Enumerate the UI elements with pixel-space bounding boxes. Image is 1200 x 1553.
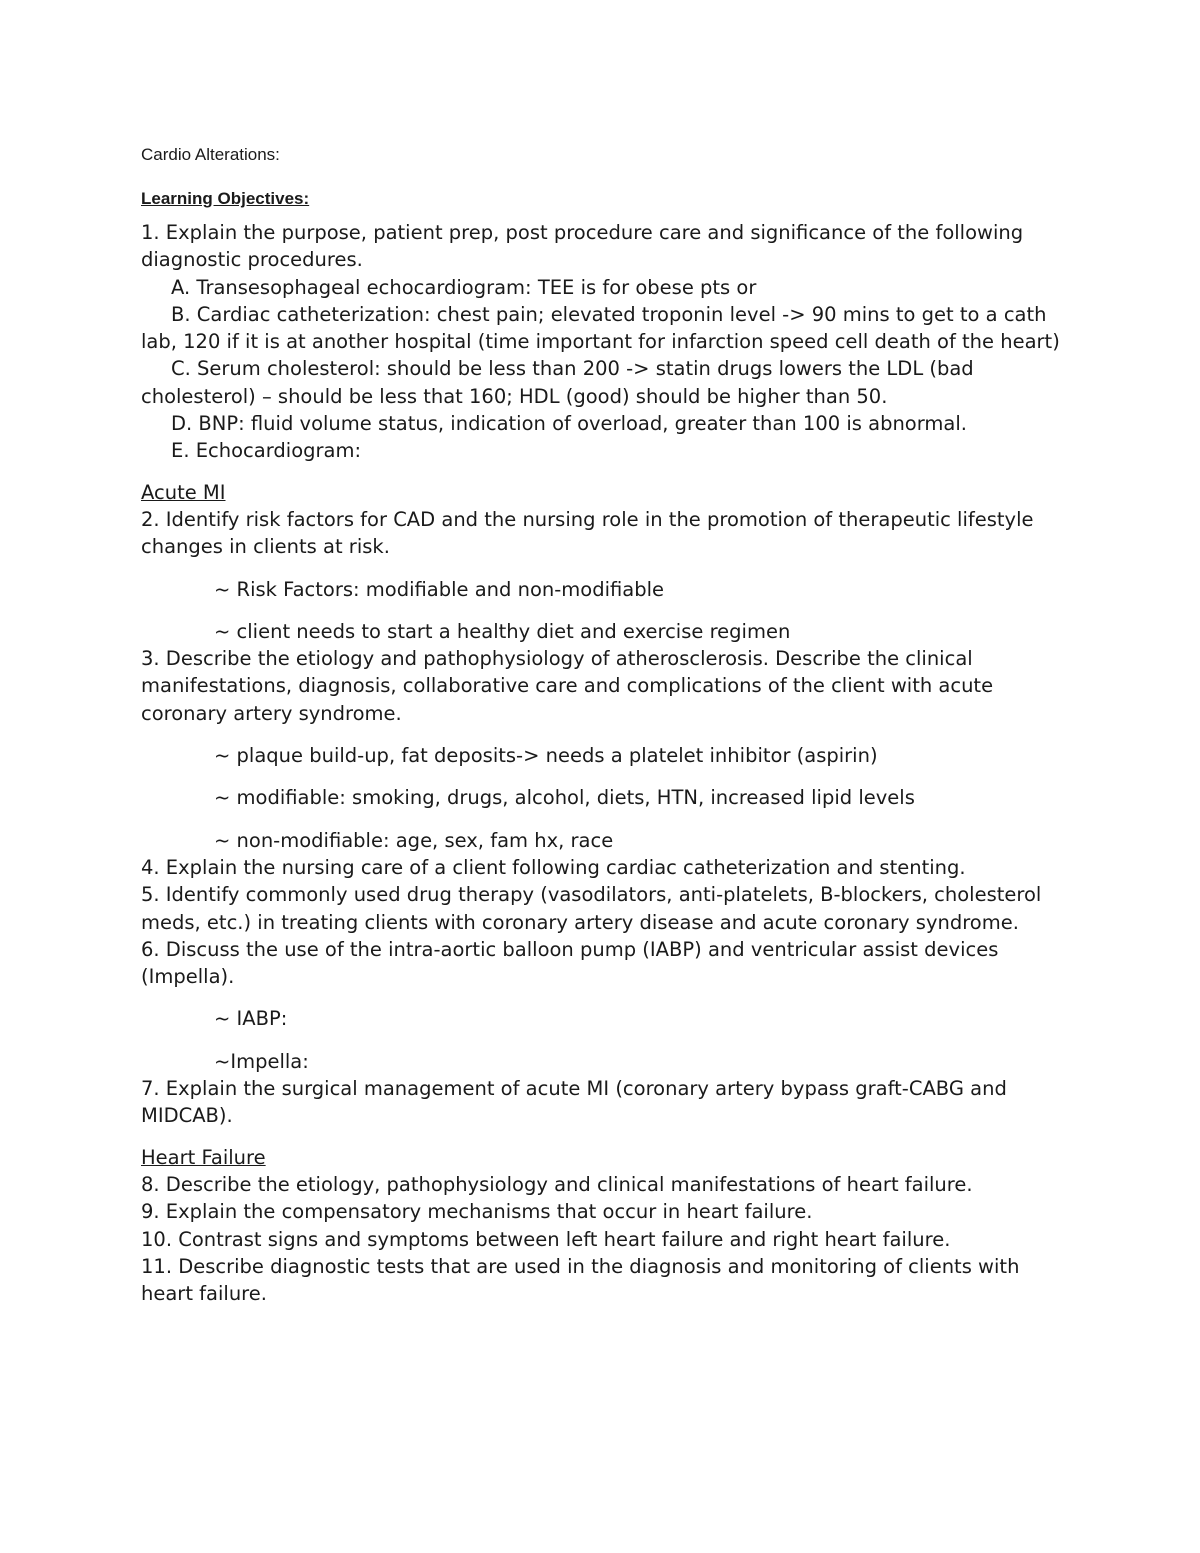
objective-6: 6. Discuss the use of the intra-aortic balloon pump (IABP) and ventricular assist devices (Impella).	[141, 937, 999, 989]
note-healthy-diet: ~ client needs to start a healthy diet and exercise regimen	[214, 619, 791, 643]
objective-4: 4. Explain the nursing care of a client following cardiac catheterization and stenting.	[141, 855, 966, 879]
note-non-modifiable: ~ non-modifiable: age, sex, fam hx, race	[214, 828, 614, 852]
objective-1: 1. Explain the purpose, patient prep, post procedure care and significance of the following diagnostic procedures.	[141, 221, 1024, 272]
objective-9: 9. Explain the compensatory mechanisms that occur in heart failure.	[141, 1200, 813, 1224]
note-plaque: ~ plaque build-up, fat deposits-> needs a platelet inhibitor (aspirin)	[214, 744, 878, 768]
objective-2: 2. Identify risk factors for CAD and the nursing role in the promotion of therapeutic lifestyle changes in clients at risk.	[141, 507, 1034, 559]
objective-5: 5. Identify commonly used drug therapy (vasodilators, anti-platelets, B-blockers, cholesterol meds, etc.) in treating clients with coronary artery disease and acute coronary syndrome.	[141, 883, 1042, 934]
objective-7: 7. Explain the surgical management of acute MI (coronary artery bypass graft-CABG and MIDCAB).	[141, 1077, 1007, 1128]
objective-11: 11. Describe diagnostic tests that are used in the diagnosis and monitoring of clients with heart failure.	[141, 1254, 1020, 1306]
objective-8: 8. Describe the etiology, pathophysiology and clinical manifestations of heart failure.	[141, 1172, 973, 1196]
objective-10: 10. Contrast signs and symptoms between left heart failure and right heart failure.	[141, 1227, 951, 1251]
objective-1d: D. BNP: fluid volume status, indication of overload, greater than 100 is abnormal.	[171, 412, 967, 436]
document-page	[141, 143, 1071, 1307]
page-title: Cardio Alterations:	[141, 145, 280, 164]
note-modifiable: ~ modifiable: smoking, drugs, alcohol, diets, HTN, increased lipid levels	[214, 786, 915, 810]
objective-1c: C. Serum cholesterol: should be less than 200 -> statin drugs lowers the LDL (bad cholesterol) – should be less that 160; HDL (good) should be higher than 50.	[141, 357, 974, 408]
section-heading-acute-mi: Acute MI	[141, 480, 226, 504]
objective-1a: A. Transesophageal echocardiogram: TEE is for obese pts or	[171, 275, 757, 299]
note-risk-factors: ~ Risk Factors: modifiable and non-modifiable	[214, 577, 665, 601]
note-impella: ~Impella:	[214, 1049, 309, 1073]
note-iabp: ~ IABP:	[214, 1007, 288, 1031]
learning-objectives-heading: Learning Objectives:	[141, 189, 310, 208]
objective-1b: B. Cardiac catheterization: chest pain; elevated troponin level -> 90 mins to get to a cath lab, 120 if it is at another hospital (time important for infarction speed cell death of the heart)	[141, 302, 1060, 354]
objective-3: 3. Describe the etiology and pathophysiology of atherosclerosis. Describe the clinical manifestations, diagnosis, collaborative care and complications of the client with acute coronary artery syndrome.	[141, 647, 994, 725]
objective-1e: E. Echocardiogram:	[171, 439, 362, 463]
section-heading-heart-failure: Heart Failure	[141, 1145, 266, 1169]
